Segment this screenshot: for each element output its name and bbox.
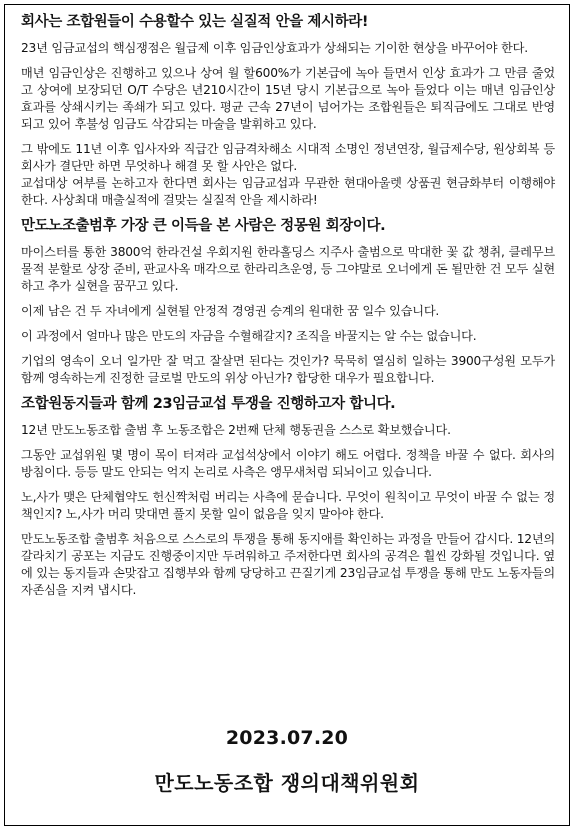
document-title: 회사는 조합원들이 수용할수 있는 실질적 안을 제시하라! — [21, 14, 369, 30]
paragraph: 23년 임금교섭의 핵심쟁점은 월급제 이후 임금인상효과가 상쇄되는 기이한 현상을 바꾸어야 한다. — [21, 41, 528, 55]
paragraph: 이제 남은 건 두 자녀에게 실현될 안정적 경영권 승계의 원대한 꿈 일수 있습니다. — [21, 304, 440, 318]
section-heading: 조합원동지들과 함께 23임금교섭 투쟁을 진행하고자 합니다. — [21, 396, 396, 412]
document-date: 2023.07.20 — [225, 727, 349, 749]
paragraph: 그동안 교섭위원 몇 명이 목이 터져라 교섭석상에서 이야기 해도 어렵다. 정책을 바꿀 수 없다. 회사의 방침이다. 등등 말도 안되는 억지 논리로 사측은 앵무새처럼 되뇌이고 있습니다. — [21, 448, 555, 479]
paragraph: 매년 임금인상은 진행하고 있으나 상여 월 할600%가 기본급에 녹아 들면서 인상 효과가 그 만큼 줄었고 상여에 보장되던 O/T 수당은 년210시간이 15년 당시 기본급으로 녹아 들었다 이는 매년 임금인상효과를 상쇄시키는 족쇄가 되고 있다. 평균 근속 27년이 넘어가는 조합원들은 퇴직금에도 그대로 반영되고 있어 후불성 임금도 삭감되는 마술을 발휘하고 있다. — [21, 66, 555, 131]
paragraph: 기업의 영속이 오너 일가만 잘 먹고 잘살면 된다는 것인가? 묵묵히 열심히 일하는 3900구성원 모두가 함께 영속하는게 진정한 글로벌 만도의 위상 아닌가? 합당한 대우가 필요합니다. — [21, 354, 555, 385]
paragraph: 이 과정에서 얼마나 많은 만도의 자금을 수혈해갈지? 조직을 바꿀지는 알 수는 없습니다. — [21, 329, 477, 343]
paragraph: 그 밖에도 11년 이후 입사자와 직급간 임금격차해소 시대적 소명인 정년연장, 월급제수당, 원상회복 등 회사가 결단만 하면 무엇하나 해결 못 할 사안은 없다. — [21, 142, 555, 173]
paragraph: 12년 만도노동조합 출범 후 노동조합은 2번째 단체 행동권을 스스로 확보했습니다. — [21, 423, 451, 437]
paragraph: 교섭대상 여부를 논하고자 한다면 회사는 임금교섭과 무관한 현대아울렛 상품권 현금화부터 이행해야한다. 사상최대 매출실적에 걸맞는 실질적 안을 제시하라! — [21, 176, 555, 207]
statement-document — [4, 4, 570, 826]
section-heading: 만도노조출범후 가장 큰 이득을 본 사람은 정몽원 회장이다. — [21, 218, 386, 234]
paragraph: 마이스터를 통한 3800억 한라건설 우회지원 한라홀딩스 지주사 출범으로 막대한 꽃 값 챙취, 클레무브 물적 분할로 상장 준비, 판교사옥 매각으로 한라리츠운영, 등 그야말로 오너에게 돈 될만한 건 모두 실현하고 추가 실현을 꿈꾸고 있다. — [21, 245, 555, 293]
paragraph: 노,사가 맺은 단체협약도 헌신짝처럼 버리는 사측에 묻습니다. 무엇이 원칙이고 무엇이 바꿀 수 없는 정책인지? 노,사가 머리 맞대면 풀지 못할 일이 없음을 잊지 말아야 한다. — [21, 490, 555, 521]
paragraph: 만도노동조합 출범후 처음으로 스스로의 투쟁을 통해 동지애를 확인하는 과정을 만들어 갑시다. 12년의 갈라치기 공포는 지금도 진행중이지만 두려워하고 주저한다면 회사의 공격은 훨씬 강화될 것입니다. 옆에 있는 동지들과 손맞잡고 집행부와 함께 당당하고 끈질기게 23임금교섭 투쟁을 통해 만도 노동자들의 자존심을 지켜 냅시다. — [21, 532, 555, 597]
issuing-organization: 만도노동조합 쟁의대책위원회 — [154, 771, 420, 795]
